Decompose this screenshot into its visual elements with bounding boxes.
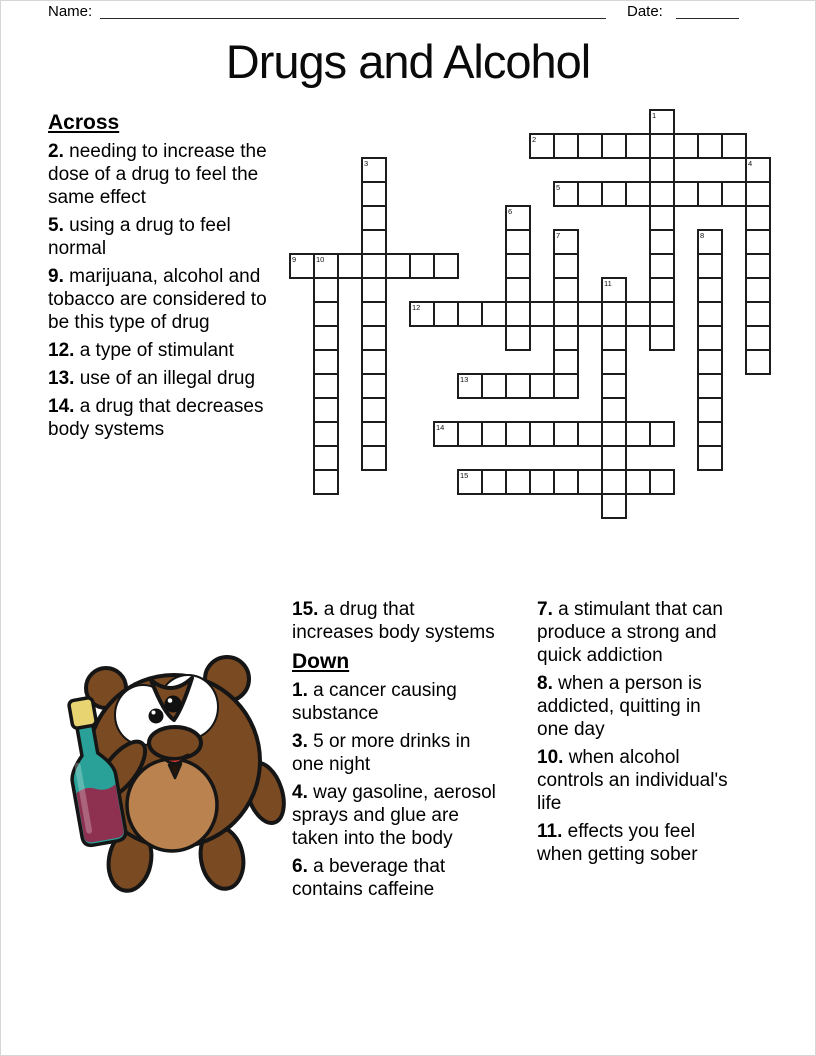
right-clues-column [537,598,737,871]
grid-cell-r1c17[interactable] [698,134,722,158]
clue-1: 1. a cancer causing substance [292,680,457,724]
clue-9: 9. marijuana, alcohol and tobacco are considered to be this type of drug [48,266,267,333]
grid-cell-r3c12[interactable] [578,182,602,206]
grid-cell-r13c17[interactable] [698,422,722,446]
page-title: Drugs and Alcohol [225,35,591,88]
clue-6: 6. a beverage that contains caffeine [292,856,446,900]
grid-cell-r14c3[interactable] [362,446,386,470]
grid-cell-r6c9[interactable] [506,254,530,278]
cell-number-12: 12 [412,302,421,312]
grid-cell-r15c7[interactable] [458,470,482,494]
grid-cell-r6c15[interactable] [650,254,674,278]
bear-left-pupil [149,709,164,724]
grid-cell-r6c17[interactable] [698,254,722,278]
grid-cell-r12c13[interactable] [602,398,626,422]
grid-cell-r6c2[interactable] [338,254,362,278]
grid-cell-r11c1[interactable] [314,374,338,398]
clue-number: 2. [48,141,64,162]
grid-cell-r6c6[interactable] [434,254,458,278]
grid-cell-r3c19[interactable] [746,182,770,206]
grid-cell-r8c5[interactable] [410,302,434,326]
grid-cell-r13c10[interactable] [530,422,554,446]
grid-cell-r6c19[interactable] [746,254,770,278]
clue-13: 13. use of an illegal drug [48,368,256,389]
date-field[interactable] [676,3,739,19]
grid-cell-r12c1[interactable] [314,398,338,422]
clue-number: 14. [48,396,75,417]
grid-cell-r11c7[interactable] [458,374,482,398]
clue-number: 7. [537,599,553,620]
cell-number-6: 6 [508,206,513,216]
grid-cell-r7c13[interactable] [602,278,626,302]
grid-cell-r6c0[interactable] [290,254,314,278]
name-label: Name: [48,3,93,20]
cell-number-3: 3 [364,158,369,168]
grid-cell-r13c15[interactable] [650,422,674,446]
grid-cell-r8c17[interactable] [698,302,722,326]
grid-cell-r1c11[interactable] [554,134,578,158]
grid-cell-r9c17[interactable] [698,326,722,350]
grid-cell-r15c13[interactable] [602,470,626,494]
clue-8: 8. when a person is addicted, quitting in one day [537,673,702,740]
grid-cell-r10c11[interactable] [554,350,578,374]
grid-cell-r10c3[interactable] [362,350,386,374]
grid-cell-r16c13[interactable] [602,494,626,518]
grid-cell-r6c4[interactable] [386,254,410,278]
cell-number-4: 4 [748,158,753,168]
grid-cell-r15c9[interactable] [506,470,530,494]
grid-cell-r5c9[interactable] [506,230,530,254]
grid-cell-r3c17[interactable] [698,182,722,206]
grid-cell-r6c11[interactable] [554,254,578,278]
grid-cell-r2c19[interactable] [746,158,770,182]
date-label: Date: [627,3,663,20]
grid-cell-r8c10[interactable] [530,302,554,326]
grid-cell-r7c15[interactable] [650,278,674,302]
grid-cell-r8c7[interactable] [458,302,482,326]
clue-5: 5. using a drug to feel normal [48,215,231,259]
cell-number-5: 5 [556,182,561,192]
grid-cell-r4c19[interactable] [746,206,770,230]
grid-cell-r1c10[interactable] [530,134,554,158]
grid-cell-r9c9[interactable] [506,326,530,350]
grid-cell-r13c14[interactable] [626,422,650,446]
grid-cell-r4c15[interactable] [650,206,674,230]
grid-cell-r13c3[interactable] [362,422,386,446]
grid-cell-r8c19[interactable] [746,302,770,326]
bear-illustration [22,638,287,908]
down-heading: Down [292,650,350,673]
grid-cell-r8c12[interactable] [578,302,602,326]
grid-cell-r13c13[interactable] [602,422,626,446]
grid-cell-r9c13[interactable] [602,326,626,350]
clue-15: 15. a drug that increases body systems [292,599,495,643]
grid-cell-r15c10[interactable] [530,470,554,494]
grid-cell-r8c15[interactable] [650,302,674,326]
grid-cell-r13c7[interactable] [458,422,482,446]
grid-cell-r6c1[interactable] [314,254,338,278]
grid-cell-r3c3[interactable] [362,182,386,206]
grid-cell-r10c17[interactable] [698,350,722,374]
cell-number-2: 2 [532,134,537,144]
grid-cell-r13c11[interactable] [554,422,578,446]
grid-cell-r1c13[interactable] [602,134,626,158]
cell-number-7: 7 [556,230,561,240]
grid-cell-r10c19[interactable] [746,350,770,374]
cell-number-13: 13 [460,374,469,384]
grid-cell-r8c9[interactable] [506,302,530,326]
grid-cell-r7c3[interactable] [362,278,386,302]
down-clues-list-right [537,598,737,866]
grid-cell-r10c1[interactable] [314,350,338,374]
clue-number: 6. [292,856,308,877]
cell-number-10: 10 [316,254,325,264]
grid-cell-r11c10[interactable] [530,374,554,398]
grid-cell-r7c11[interactable] [554,278,578,302]
cell-number-9: 9 [292,254,297,264]
bear-right-pupil [165,696,182,713]
grid-cell-r14c13[interactable] [602,446,626,470]
grid-cell-r2c15[interactable] [650,158,674,182]
grid-cell-r8c3[interactable] [362,302,386,326]
grid-cell-r1c18[interactable] [722,134,746,158]
grid-cell-r13c12[interactable] [578,422,602,446]
cell-number-1: 1 [652,110,657,120]
across-clues-list [48,140,283,441]
grid-cell-r5c3[interactable] [362,230,386,254]
clue-number: 15. [292,599,319,620]
grid-cell-r1c12[interactable] [578,134,602,158]
grid-cell-r7c19[interactable] [746,278,770,302]
clue-4: 4. way gasoline, aerosol sprays and glue are taken into the body [292,782,496,849]
grid-cell-r4c3[interactable] [362,206,386,230]
across-heading: Across [48,111,120,134]
grid-cell-r5c17[interactable] [698,230,722,254]
crossword-grid [290,110,774,522]
clue-number: 3. [292,731,308,752]
grid-cell-r13c1[interactable] [314,422,338,446]
clue-12: 12. a type of stimulant [48,340,234,361]
cell-number-11: 11 [604,278,612,288]
grid-cell-r5c19[interactable] [746,230,770,254]
grid-cell-r12c3[interactable] [362,398,386,422]
bottle-cork [68,697,96,729]
grid-cell-r8c8[interactable] [482,302,506,326]
clue-number: 8. [537,673,553,694]
cell-number-8: 8 [700,230,705,240]
grid-cell-r2c3[interactable] [362,158,386,182]
grid-cell-r15c15[interactable] [650,470,674,494]
grid-cell-r11c9[interactable] [506,374,530,398]
grid-cell-r8c11[interactable] [554,302,578,326]
grid-cell-r15c8[interactable] [482,470,506,494]
clue-number: 10. [537,747,564,768]
across-clues-column [48,110,283,446]
clue-number: 12. [48,340,75,361]
grid-cell-r11c8[interactable] [482,374,506,398]
grid-cell-r3c16[interactable] [674,182,698,206]
grid-cell-r8c1[interactable] [314,302,338,326]
clue-7: 7. a stimulant that can produce a strong and quick addiction [537,599,723,666]
grid-cell-r11c3[interactable] [362,374,386,398]
grid-cell-r11c17[interactable] [698,374,722,398]
grid-cell-r13c6[interactable] [434,422,458,446]
grid-cell-r3c18[interactable] [722,182,746,206]
clue-3: 3. 5 or more drinks in one night [292,731,471,775]
clue-11: 11. effects you feel when getting sober [537,821,698,865]
grid-cell-r9c15[interactable] [650,326,674,350]
clue-number: 11. [537,821,563,842]
clue-number: 4. [292,782,308,803]
grid-cell-r8c6[interactable] [434,302,458,326]
grid-cell-r7c9[interactable] [506,278,530,302]
clue-10: 10. when alcohol controls an individual's life [537,747,728,814]
clue-14: 14. a drug that decreases body systems [48,396,264,440]
grid-cell-r4c9[interactable] [506,206,530,230]
grid-cell-r3c15[interactable] [650,182,674,206]
clue-number: 1. [292,680,308,701]
grid-cell-r3c11[interactable] [554,182,578,206]
grid-cell-r9c19[interactable] [746,326,770,350]
grid-cell-r6c3[interactable] [362,254,386,278]
down-clues-list-left [292,679,499,901]
middle-clues-column [292,598,499,906]
grid-cell-r3c13[interactable] [602,182,626,206]
clue-number: 9. [48,266,64,287]
grid-cell-r7c17[interactable] [698,278,722,302]
cell-number-14: 14 [436,422,445,432]
grid-cell-r9c1[interactable] [314,326,338,350]
grid-cell-r0c15[interactable] [650,110,674,134]
grid-cell-r5c15[interactable] [650,230,674,254]
clue-number: 13. [48,368,75,389]
grid-cell-r9c3[interactable] [362,326,386,350]
grid-cell-r14c1[interactable] [314,446,338,470]
bear-muzzle [149,727,201,759]
grid-cell-r6c5[interactable] [410,254,434,278]
clue-number: 5. [48,215,64,236]
grid-cell-r7c1[interactable] [314,278,338,302]
grid-cell-r1c15[interactable] [650,134,674,158]
grid-cell-r15c1[interactable] [314,470,338,494]
grid-cell-r14c17[interactable] [698,446,722,470]
grid-cell-r11c13[interactable] [602,374,626,398]
name-field[interactable] [100,3,606,19]
grid-cell-r1c16[interactable] [674,134,698,158]
grid-cell-r9c11[interactable] [554,326,578,350]
across-clue-15-container [292,598,499,644]
clue-2: 2. needing to increase the dose of a drug to feel the same effect [48,141,267,208]
cell-number-15: 15 [460,470,469,480]
grid-cell-r3c14[interactable] [626,182,650,206]
grid-cell-r8c14[interactable] [626,302,650,326]
grid-cell-r10c13[interactable] [602,350,626,374]
grid-cell-r15c14[interactable] [626,470,650,494]
grid-cell-r15c11[interactable] [554,470,578,494]
grid-cell-r15c12[interactable] [578,470,602,494]
grid-cell-r8c13[interactable] [602,302,626,326]
grid-cell-r13c9[interactable] [506,422,530,446]
grid-cell-r13c8[interactable] [482,422,506,446]
grid-cell-r11c11[interactable] [554,374,578,398]
grid-cell-r1c14[interactable] [626,134,650,158]
grid-cell-r12c17[interactable] [698,398,722,422]
grid-cell-r5c11[interactable] [554,230,578,254]
